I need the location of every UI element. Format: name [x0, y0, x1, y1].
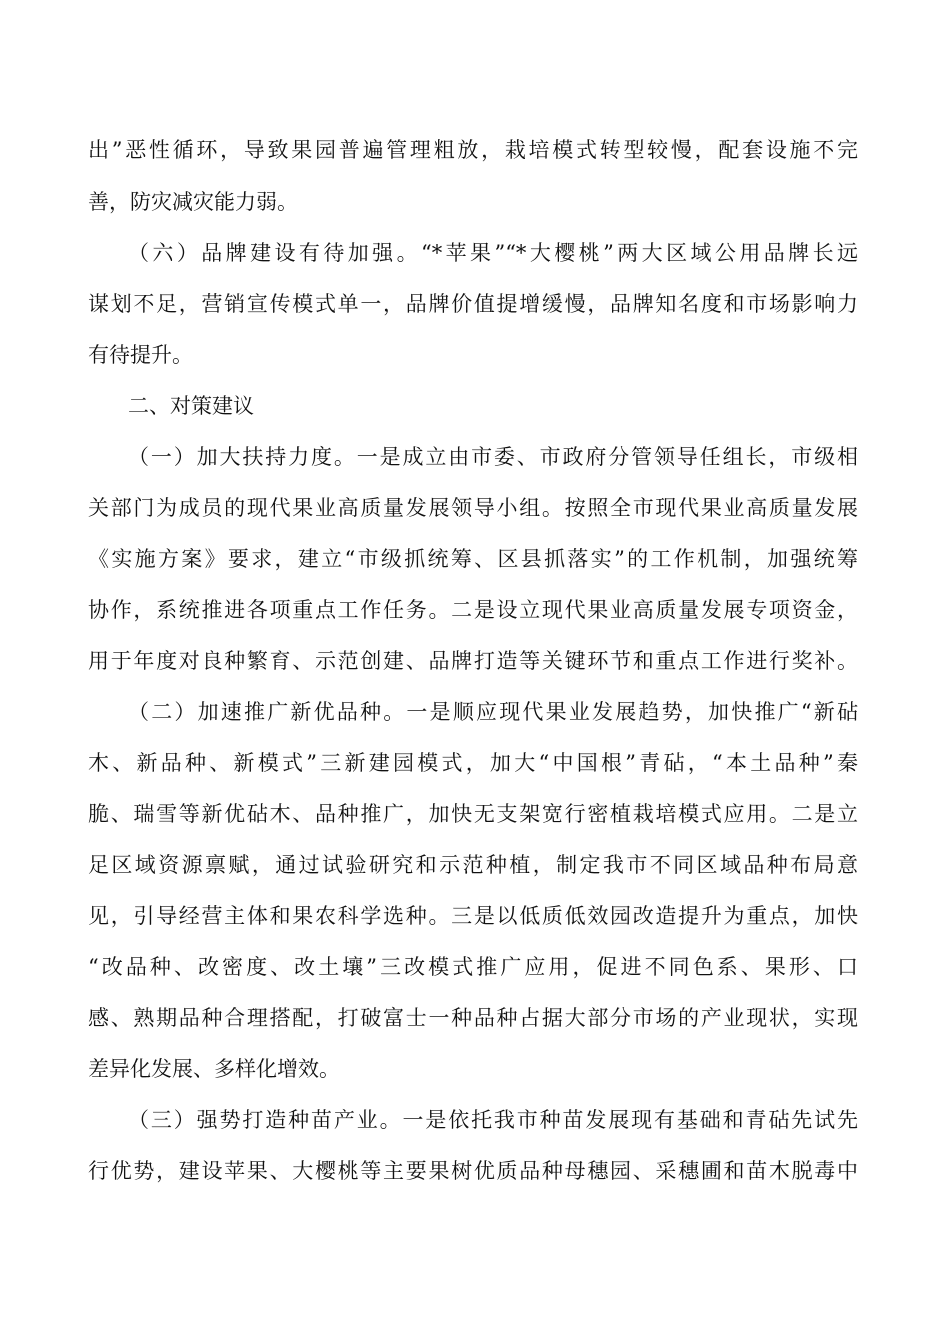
paragraph-heading-line: （一）加大扶持力度。一是成立由市委、市政府分管领导任组长，市级相 — [128, 445, 858, 469]
paragraph-heading-line: （二）加速推广新优品种。一是顺应现代果业发展趋势，加快推广“新砧 — [128, 700, 858, 724]
text-line: 足区域资源禀赋，通过试验研究和示范种植，制定我市不同区域品种布局意 — [88, 853, 858, 877]
text-line: 出”恶性循环，导致果园普遍管理粗放，栽培模式转型较慢，配套设施不完 — [88, 138, 858, 162]
text-line: 见，引导经营主体和果农科学选种。三是以低质低效园改造提升为重点，加快 — [88, 904, 858, 928]
text-line: 木、新品种、新模式”三新建园模式，加大“中国根”青砧，“本土品种”秦 — [88, 751, 858, 775]
text-line: 善，防灾减灾能力弱。 — [88, 190, 298, 214]
text-line: 行优势，建设苹果、大樱桃等主要果树优质品种母穗园、采穗圃和苗木脱毒中 — [88, 1159, 858, 1183]
text-line: 协作，系统推进各项重点工作任务。二是设立现代果业高质量发展专项资金， — [88, 598, 858, 622]
text-line: 谋划不足，营销宣传模式单一，品牌价值提增缓慢，品牌知名度和市场影响力 — [88, 292, 858, 316]
section-heading: 二、对策建议 — [128, 394, 254, 418]
text-line: “改品种、改密度、改土壤”三改模式推广应用，促进不同色系、果形、口 — [88, 955, 858, 979]
text-line: 感、熟期品种合理搭配，打破富士一种品种占据大部分市场的产业现状，实现 — [88, 1006, 858, 1030]
text-line: 关部门为成员的现代果业高质量发展领导小组。按照全市现代果业高质量发展 — [88, 496, 858, 520]
text-line: 有待提升。 — [88, 343, 193, 367]
text-line: 脆、瑞雪等新优砧木、品种推广，加快无支架宽行密植栽培模式应用。二是立 — [88, 802, 858, 826]
text-line: 差异化发展、多样化增效。 — [88, 1057, 340, 1081]
paragraph-heading-line: （六）品牌建设有待加强。“*苹果”“*大樱桃”两大区域公用品牌长远 — [128, 241, 858, 265]
text-line: 《实施方案》要求，建立“市级抓统筹、区县抓落实”的工作机制，加强统筹 — [88, 547, 858, 571]
paragraph-heading-line: （三）强势打造种苗产业。一是依托我市种苗发展现有基础和青砧先试先 — [128, 1108, 858, 1132]
text-line: 用于年度对良种繁育、示范创建、品牌打造等关键环节和重点工作进行奖补。 — [88, 649, 858, 673]
